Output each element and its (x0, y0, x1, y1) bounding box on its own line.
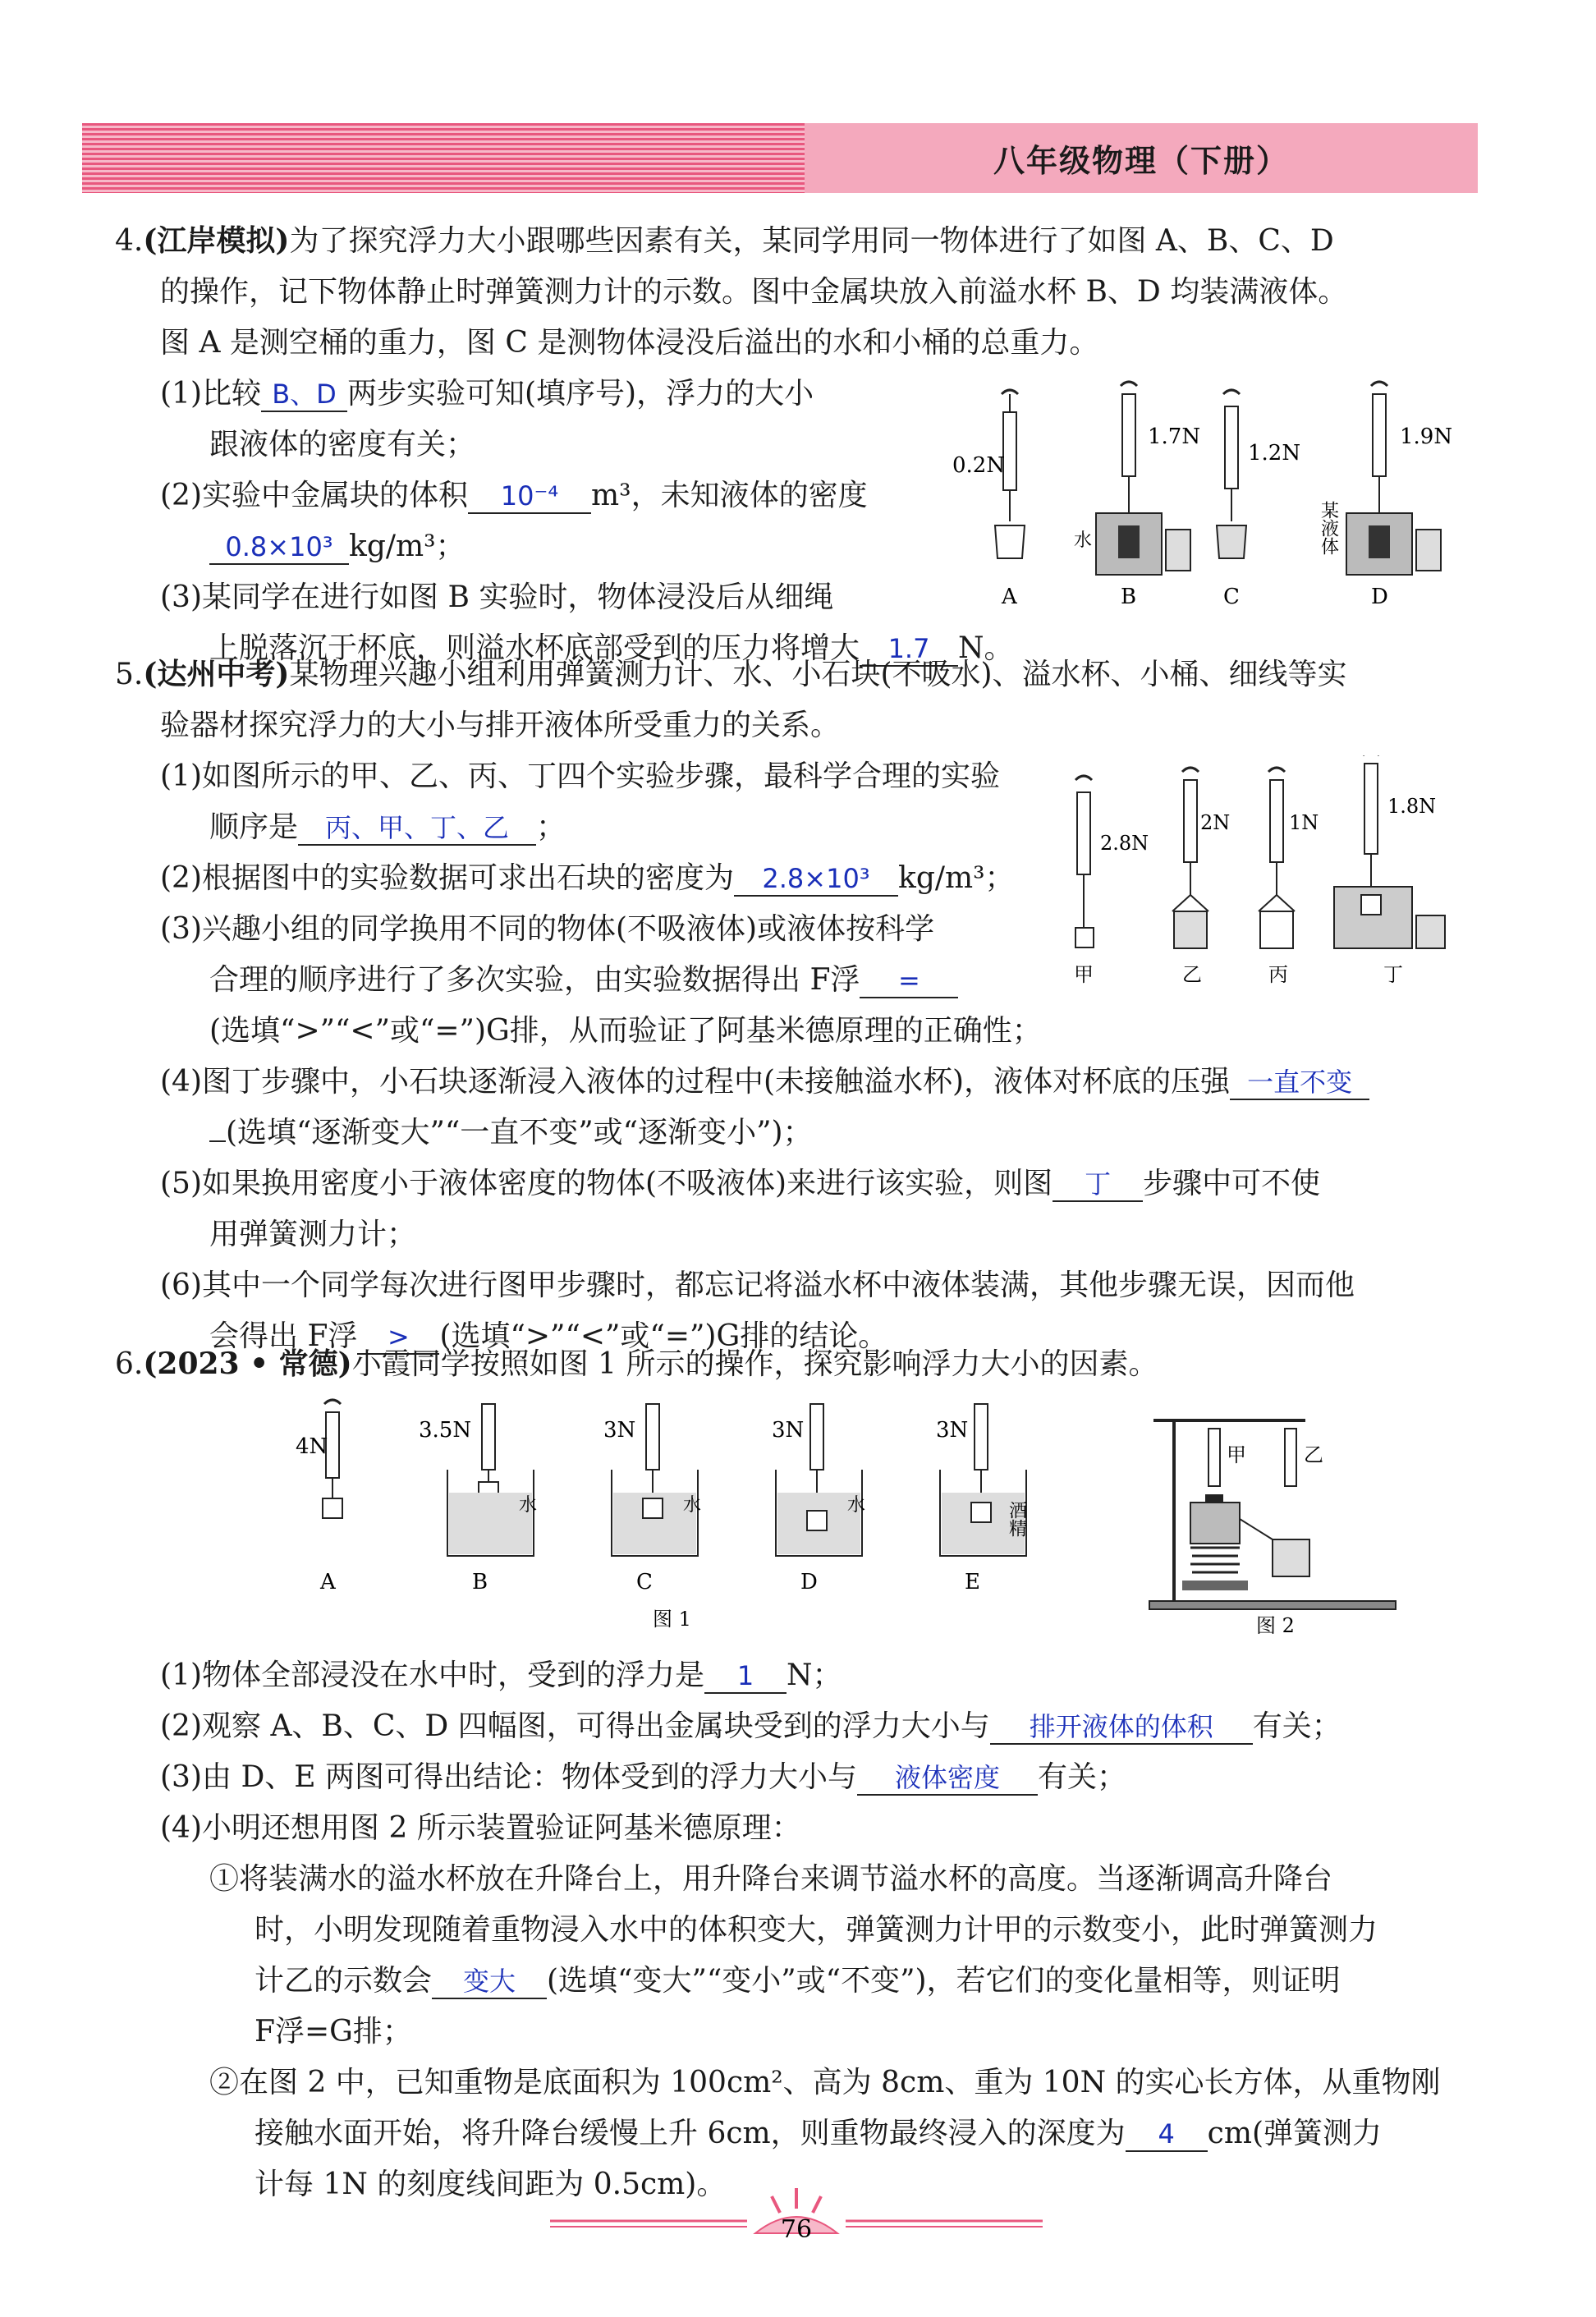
q4-p3-text-b: 上脱落沉于杯底，则溢水杯底部受到的压力将增大 (209, 631, 860, 665)
q4-fig-D-liquid: 某液体 (1318, 501, 1339, 555)
header-tab (805, 123, 1478, 193)
q6-answer-1[interactable]: 1 (704, 1659, 787, 1694)
q6-s2-line1: ②在图 2 中，已知重物是底面积为 100cm²、高为 8cm、重为 10N 的实心长方体，从重物刚 (209, 2066, 1441, 2099)
q5-fig-yi-label: 乙 (1182, 963, 1202, 986)
q5-p2-text: (2)根据图中的实验数据可求出石块的密度为 (160, 861, 734, 895)
q5-answer-4[interactable]: 一直不变 (1230, 1066, 1369, 1100)
q6-s2-line2: 接触水面开始，将升降台缓慢上升 6cm，则重物最终浸入的深度为 (255, 2117, 1126, 2150)
q5-stem-1: 某物理兴趣小组利用弹簧测力计、水、小石块(不吸水)、溢水杯、小桶、细线等实 (289, 658, 1347, 691)
q5-p3-text: (3)兴趣小组的同学换用不同的物体(不吸液体)或液体按科学 (160, 912, 935, 946)
q5-p2-unit: kg/m³； (898, 861, 1015, 895)
q5-p6-text: (6)其中一个同学每次进行图甲步骤时，都忘记将溢水杯中液体装满，其他步骤无误，因而他 (160, 1269, 1355, 1302)
q6-fig2-yi: 乙 (1304, 1443, 1323, 1466)
q6-fig1-D-label: D (800, 1570, 818, 1594)
q5-p3-text-b: 合理的顺序进行了多次实验，由实验数据得出 F浮 (209, 963, 860, 997)
q6-fig1-C (603, 1404, 701, 1594)
q4-p1-text-b: 两步实验可知(填序号)，浮力的大小 (347, 377, 814, 411)
q6-fig1-D-val: 3N (772, 1418, 805, 1443)
q5-p5-cont: 用弹簧测力计； (209, 1218, 417, 1251)
q6-fig1-E (936, 1404, 1027, 1594)
q5-p4-text-b: (选填“逐渐变大”“一直不变”或“逐渐变小”)； (226, 1116, 813, 1149)
q6-s1-line2: 时，小明发现随着重物浸入水中的体积变大，弹簧测力计甲的示数变小，此时弹簧测力 (255, 1913, 1378, 1947)
q6-fig1-E-alcohol: 酒精 (1006, 1501, 1027, 1537)
q5-fig-jia-label: 甲 (1074, 963, 1094, 986)
q6-s1-line3: 计乙的示数会 (255, 1964, 433, 1998)
q4-p3-unit: N。 (958, 631, 1014, 665)
q5-fig-bing-val: 1N (1289, 811, 1319, 834)
q6-answer-3[interactable]: 液体密度 (857, 1761, 1038, 1796)
q6-source: (2023 • 常德) (143, 1347, 352, 1381)
q4-fig-A-label: A (1002, 585, 1017, 609)
q5-answer-3[interactable]: = (860, 964, 958, 998)
q5-p3-cont: (选填“>”“<”或“=”)G排，从而验证了阿基米德原理的正确性； (209, 1014, 1042, 1048)
q6-fig1-B-water: 水 (519, 1495, 538, 1516)
q5-fig-yi (1172, 768, 1230, 986)
q4-fig-C-label: C (1223, 585, 1240, 609)
q6-figure-1 (287, 1396, 1067, 1642)
q4-answer-2[interactable]: 10⁻⁴ (468, 479, 591, 514)
q6-figure-2 (1141, 1396, 1412, 1634)
q5-p1-end: ； (536, 810, 566, 844)
q6-p2-text: (2)观察 A、B、C、D 四幅图，可得出金属块受到的浮力大小与 (160, 1709, 990, 1743)
q5-p6-text-b: 会得出 F浮 (209, 1319, 358, 1353)
q6-fig1-A (296, 1400, 342, 1594)
q5-fig-yi-val: 2N (1200, 811, 1231, 834)
q4-p2-text-b: m³，未知液体的密度 (591, 479, 868, 512)
q5-fig-jia-val: 2.8N (1100, 832, 1149, 855)
q6-fig1-B-val: 3.5N (419, 1418, 472, 1443)
q4-p3-text: (3)某同学在进行如图 B 实验时，物体浸没后从细绳 (160, 580, 834, 614)
q4-stem-3: 图 A 是测空桶的重力，图 C 是测物体浸没后溢出的水和小桶的总重力。 (160, 326, 1099, 360)
q6-p2-end: 有关； (1252, 1709, 1341, 1743)
q5-answer-4-tail (209, 1140, 226, 1142)
q6-p1-text: (1)物体全部浸没在水中时，受到的浮力是 (160, 1659, 704, 1692)
q5-number: 5. (115, 658, 144, 691)
page-number: 76 (780, 2215, 813, 2244)
q4-answer-2b[interactable]: 0.8×10³ (209, 530, 349, 565)
q4-stem-1: 为了探究浮力大小跟哪些因素有关，某同学用同一物体进行了如图 A、B、C、D (289, 224, 1334, 258)
q4-fig-B-val: 1.7N (1148, 424, 1201, 449)
q4-fig-B (1074, 382, 1200, 609)
q5-answer-5[interactable]: 丁 (1053, 1168, 1143, 1202)
q4-fig-B-label: B (1121, 585, 1137, 609)
q4-fig-D-label: D (1371, 585, 1388, 609)
q5-p1-text: (1)如图所示的甲、乙、丙、丁四个实验步骤，最科学合理的实验 (160, 759, 1000, 793)
q5-fig-ding (1334, 755, 1445, 986)
q4-figure (928, 378, 1461, 624)
book-title: 八年级物理（下册） (993, 143, 1289, 179)
q6-answer-4[interactable]: 变大 (432, 1965, 547, 1999)
q6-fig1-C-water: 水 (683, 1495, 702, 1516)
question-6 (115, 1338, 1478, 1390)
q5-figure (1059, 755, 1470, 993)
q4-answer-3[interactable]: 1.7 (860, 632, 958, 667)
q5-answer-1[interactable]: 丙、甲、丁、乙 (298, 811, 536, 846)
q5-fig-ding-label: 丁 (1383, 963, 1403, 986)
q6-fig1-E-label: E (965, 1570, 980, 1594)
q4-fig-C-val: 1.2N (1248, 441, 1301, 466)
q5-fig-ding-val: 1.8N (1387, 795, 1437, 818)
q5-stem-2: 验器材探究浮力的大小与排开液体所受重力的关系。 (160, 709, 841, 742)
q6-fig2-jia: 甲 (1227, 1443, 1246, 1466)
q6-p3-end: 有关； (1038, 1760, 1127, 1794)
q6-answer-5[interactable]: 4 (1126, 2117, 1208, 2152)
q6-fig1-A-label: A (320, 1570, 336, 1594)
q5-p5-text-b: 步骤中可不使 (1143, 1167, 1321, 1200)
q4-p1-text: (1)比较 (160, 377, 261, 411)
q4-fig-D-val: 1.9N (1400, 424, 1453, 449)
q6-fig1-A-val: 4N (296, 1434, 328, 1459)
q6-number: 6. (115, 1347, 144, 1381)
q4-fig-B-water: 水 (1074, 530, 1093, 551)
q4-p2-unit: kg/m³； (349, 530, 466, 563)
q6-fig2-caption: 图 2 (1256, 1614, 1295, 1634)
header-banner (82, 123, 1478, 193)
q5-fig-jia (1074, 776, 1149, 986)
q5-source: (达州中考) (143, 657, 290, 691)
q4-fig-A-val: 0.2N (952, 453, 1006, 478)
q5-fig-bing-label: 丙 (1268, 963, 1288, 986)
q4-fig-D (1319, 382, 1453, 609)
q4-fig-A (952, 390, 1025, 609)
q6-fig1-D-water: 水 (847, 1495, 866, 1516)
q6-p3-text: (3)由 D、E 两图可得出结论：物体受到的浮力大小与 (160, 1760, 858, 1794)
q4-answer-1[interactable]: B、D (261, 378, 347, 412)
q6-answer-2[interactable]: 排开液体的体积 (990, 1710, 1253, 1745)
q6-fig1-caption: 图 1 (653, 1608, 691, 1631)
q4-source: (江岸模拟) (143, 223, 290, 258)
q6-s1-line3b: (选填“变大”“变小”或“不变”)，若它们的变化量相等，则证明 (547, 1964, 1341, 1998)
q6-stem: 小霞同学按照如图 1 所示的操作，探究影响浮力大小的因素。 (351, 1347, 1158, 1381)
q4-number: 4. (115, 224, 144, 258)
q5-p5-text: (5)如果换用密度小于液体密度的物体(不吸液体)来进行该实验，则图 (160, 1167, 1053, 1200)
q6-p4-text: (4)小明还想用图 2 所示装置验证阿基米德原理： (160, 1811, 801, 1845)
q6-fig1-D (772, 1404, 865, 1594)
q6-s2-line3: 计每 1N 的刻度线间距为 0.5cm)。 (255, 2168, 727, 2201)
q4-stem-2: 的操作，记下物体静止时弹簧测力计的示数。图中金属块放入前溢水杯 B、D 均装满液体。 (160, 275, 1348, 309)
q4-fig-C (1217, 390, 1300, 609)
q5-p1-text-b: 顺序是 (209, 810, 299, 844)
question-6-parts (115, 1650, 1478, 2210)
q5-p4-text: (4)图丁步骤中，小石块逐渐浸入液体的过程中(未接触溢水杯)，液体对杯底的压强 (160, 1065, 1231, 1099)
q6-fig1-C-val: 3N (603, 1418, 636, 1443)
q6-fig1-B-label: B (472, 1570, 488, 1594)
q4-p2-text: (2)实验中金属块的体积 (160, 479, 468, 512)
q6-fig1-B (419, 1404, 537, 1594)
q5-p6-text-c: (选填“>”“<”或“=”)G排的结论。 (439, 1319, 888, 1353)
q6-fig1-E-val: 3N (936, 1418, 969, 1443)
q5-fig-bing (1259, 768, 1319, 986)
q5-answer-2[interactable]: 2.8×10³ (734, 862, 898, 897)
q6-p1-unit: N； (787, 1659, 842, 1692)
q4-p1-cont: 跟液体的密度有关； (209, 428, 476, 461)
q6-s1-line1: ①将装满水的溢水杯放在升降台上，用升降台来调节溢水杯的高度。当逐渐调高升降台 (209, 1862, 1333, 1896)
q6-s2-line2b: cm(弹簧测力 (1207, 2117, 1383, 2150)
q6-s1-line4: F浮=G排； (255, 2015, 412, 2049)
q5-answer-6[interactable]: > (357, 1320, 439, 1355)
page-footer (542, 2184, 1051, 2250)
q6-fig1-C-label: C (636, 1570, 653, 1594)
